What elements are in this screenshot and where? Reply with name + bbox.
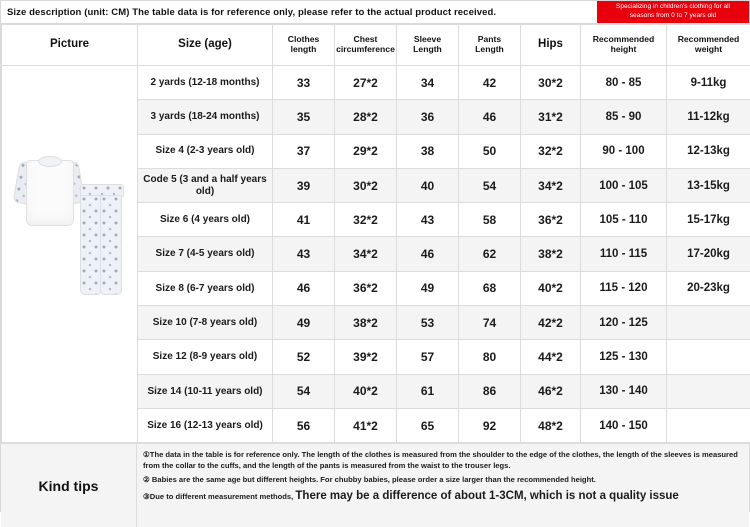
cell-chest: 34*2 (335, 237, 397, 271)
cell-weight (667, 408, 750, 442)
header-sleeve-line2: Length (397, 45, 458, 55)
header-hips: Hips (521, 25, 581, 66)
shirt-body (26, 160, 74, 226)
header-rec-weight-line1: Recommended (667, 35, 750, 45)
cell-weight (667, 306, 750, 340)
cell-pants: 74 (459, 306, 521, 340)
cell-height: 115 - 120 (581, 271, 667, 305)
table-header-row (2, 25, 750, 66)
tip-line-3-prefix: ③Due to different measurement methods, (143, 492, 293, 501)
cell-weight (667, 340, 750, 374)
cell-height: 140 - 150 (581, 408, 667, 442)
banner-brand-note (597, 1, 749, 23)
table-row (2, 66, 750, 100)
pants-right-leg (100, 195, 122, 295)
cell-pants: 50 (459, 134, 521, 168)
cell-pants: 68 (459, 271, 521, 305)
product-image (2, 66, 136, 442)
pants-left-leg (80, 195, 102, 295)
cell-sleeve: 34 (397, 66, 459, 100)
cell-clothes-length: 46 (273, 271, 335, 305)
cell-height: 105 - 110 (581, 203, 667, 237)
cell-size: Code 5 (3 and a half years old) (138, 168, 273, 202)
cell-sleeve: 46 (397, 237, 459, 271)
header-size: Size (age) (138, 25, 273, 66)
cell-clothes-length: 56 (273, 408, 335, 442)
header-pants-line2: Length (459, 45, 520, 55)
cell-chest: 38*2 (335, 306, 397, 340)
cell-clothes-length: 41 (273, 203, 335, 237)
cell-sleeve: 49 (397, 271, 459, 305)
cell-size: Size 16 (12-13 years old) (138, 408, 273, 442)
cell-hips: 40*2 (521, 271, 581, 305)
tip-line-1: ①The data in the table is for reference only. The length of the clothes is measured from the shoulder to the edge of the clothes, the length of the sleeves is measured from the collar to the cuffs, and the length of the pants is measured from the waist to the trouser legs. (143, 449, 741, 471)
cell-hips: 30*2 (521, 66, 581, 100)
cell-weight: 13-15kg (667, 168, 750, 202)
cell-sleeve: 40 (397, 168, 459, 202)
cell-clothes-length: 39 (273, 168, 335, 202)
tip-line-3 (143, 488, 741, 505)
cell-size: 2 yards (12-18 months) (138, 66, 273, 100)
cell-pants: 42 (459, 66, 521, 100)
cell-weight: 20-23kg (667, 271, 750, 305)
cell-chest: 39*2 (335, 340, 397, 374)
header-recommended-height (581, 25, 667, 66)
cell-clothes-length: 49 (273, 306, 335, 340)
cell-hips: 46*2 (521, 374, 581, 408)
cell-clothes-length: 52 (273, 340, 335, 374)
cell-sleeve: 53 (397, 306, 459, 340)
header-clothes-length-line1: Clothes (273, 35, 334, 45)
header-sleeve-line1: Sleeve (397, 35, 458, 45)
product-picture-cell (2, 66, 138, 443)
cell-size: Size 8 (6-7 years old) (138, 271, 273, 305)
cell-hips: 44*2 (521, 340, 581, 374)
cell-pants: 58 (459, 203, 521, 237)
cell-height: 85 - 90 (581, 100, 667, 134)
cell-sleeve: 38 (397, 134, 459, 168)
cell-weight: 11-12kg (667, 100, 750, 134)
header-sleeve-length (397, 25, 459, 66)
tip-line-2: ② Babies are the same age but different heights. For chubby babies, please order a size larger than the recommended height. (143, 474, 741, 485)
banner-brand-line2: seasons from 0 to 7 years old (630, 12, 717, 21)
header-chest-circumference (335, 25, 397, 66)
cell-sleeve: 43 (397, 203, 459, 237)
cell-size: Size 4 (2-3 years old) (138, 134, 273, 168)
header-rec-height-line1: Recommended (581, 35, 666, 45)
cell-height: 125 - 130 (581, 340, 667, 374)
garment-illustration (2, 66, 136, 442)
cell-chest: 41*2 (335, 408, 397, 442)
banner-disclaimer: Size description (unit: CM) The table data is for reference only, please refer to the actual product received. (1, 1, 597, 23)
cell-pants: 54 (459, 168, 521, 202)
shirt-top-icon (16, 152, 82, 224)
header-recommended-weight (667, 25, 750, 66)
cell-clothes-length: 43 (273, 237, 335, 271)
cell-hips: 32*2 (521, 134, 581, 168)
header-rec-weight-line2: weight (667, 45, 750, 55)
cell-size: Size 10 (7-8 years old) (138, 306, 273, 340)
cell-clothes-length: 37 (273, 134, 335, 168)
cell-size: Size 7 (4-5 years old) (138, 237, 273, 271)
header-chest-main: Chest (335, 35, 396, 45)
cell-weight: 12-13kg (667, 134, 750, 168)
cell-clothes-length: 54 (273, 374, 335, 408)
kind-tips-label: Kind tips (1, 444, 137, 527)
pants-bottom-icon (76, 184, 126, 296)
cell-sleeve: 57 (397, 340, 459, 374)
cell-pants: 46 (459, 100, 521, 134)
cell-chest: 40*2 (335, 374, 397, 408)
size-table (1, 24, 750, 443)
cell-sleeve: 61 (397, 374, 459, 408)
header-chest-sub: circumference (336, 44, 395, 54)
cell-chest: 28*2 (335, 100, 397, 134)
cell-height: 90 - 100 (581, 134, 667, 168)
table-body (2, 66, 750, 443)
cell-hips: 36*2 (521, 203, 581, 237)
kind-tips-body (137, 444, 749, 527)
cell-hips: 48*2 (521, 408, 581, 442)
shirt-collar (38, 156, 62, 167)
cell-chest: 27*2 (335, 66, 397, 100)
header-pants-line1: Pants (459, 35, 520, 45)
cell-chest: 32*2 (335, 203, 397, 237)
cell-pants: 62 (459, 237, 521, 271)
cell-weight: 17-20kg (667, 237, 750, 271)
cell-height: 120 - 125 (581, 306, 667, 340)
cell-weight (667, 374, 750, 408)
tip-line-3-emphasis: There may be a difference of about 1-3CM, which is not a quality issue (295, 490, 678, 502)
cell-weight: 15-17kg (667, 203, 750, 237)
cell-chest: 29*2 (335, 134, 397, 168)
kind-tips-section (1, 443, 749, 527)
cell-sleeve: 36 (397, 100, 459, 134)
cell-sleeve: 65 (397, 408, 459, 442)
cell-height: 100 - 105 (581, 168, 667, 202)
cell-size: Size 12 (8-9 years old) (138, 340, 273, 374)
banner-brand-line1: Specializing in children's clothing for all (616, 3, 730, 12)
cell-hips: 34*2 (521, 168, 581, 202)
header-clothes-length-line2: length (273, 45, 334, 55)
cell-height: 130 - 140 (581, 374, 667, 408)
header-pants-length (459, 25, 521, 66)
cell-size: Size 6 (4 years old) (138, 203, 273, 237)
top-banner (1, 1, 749, 24)
cell-clothes-length: 33 (273, 66, 335, 100)
cell-hips: 42*2 (521, 306, 581, 340)
header-clothes-length (273, 25, 335, 66)
cell-hips: 31*2 (521, 100, 581, 134)
cell-size: 3 yards (18-24 months) (138, 100, 273, 134)
cell-height: 80 - 85 (581, 66, 667, 100)
cell-pants: 80 (459, 340, 521, 374)
header-rec-height-line2: height (581, 45, 666, 55)
cell-pants: 92 (459, 408, 521, 442)
cell-height: 110 - 115 (581, 237, 667, 271)
cell-pants: 86 (459, 374, 521, 408)
cell-hips: 38*2 (521, 237, 581, 271)
header-picture: Picture (2, 25, 138, 66)
cell-size: Size 14 (10-11 years old) (138, 374, 273, 408)
cell-chest: 36*2 (335, 271, 397, 305)
cell-chest: 30*2 (335, 168, 397, 202)
cell-weight: 9-11kg (667, 66, 750, 100)
cell-clothes-length: 35 (273, 100, 335, 134)
